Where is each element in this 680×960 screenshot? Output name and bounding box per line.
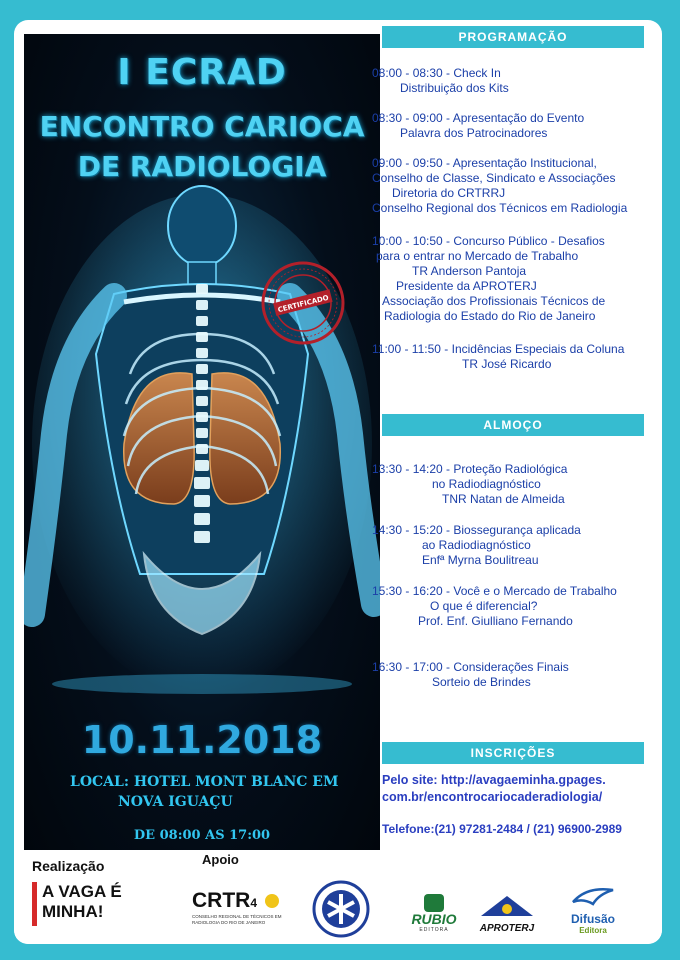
schedule-line: Conselho de Classe, Sindicato e Associações	[372, 171, 616, 185]
schedule-line: 16:30 - 17:00 - Considerações Finais	[372, 660, 569, 674]
schedule-item	[372, 660, 662, 690]
aproterj-logo	[472, 894, 542, 934]
schedule-line: O que é diferencial?	[430, 599, 538, 613]
schedule-item	[372, 342, 662, 372]
avaga-logo	[32, 882, 142, 926]
schedule-line: 09:00 - 09:50 - Apresentação Institucional,	[372, 156, 597, 170]
crtr-logo-text: CRTR	[192, 889, 251, 912]
apoio-label: Apoio	[202, 852, 239, 867]
schedule-line: 11:00 - 11:50 - Incidências Especiais da Coluna	[372, 342, 625, 356]
footer-sponsors	[14, 850, 662, 944]
schedule-line: 13:30 - 14:20 - Proteção Radiológica	[372, 462, 568, 476]
aproterj-emblem-icon	[477, 894, 537, 918]
event-title-line2: ENCONTRO CARIOCA	[39, 110, 365, 143]
aproterj-logo-text: APROTERJ	[479, 923, 535, 934]
crtr-logo-number: 4	[250, 896, 258, 910]
rubio-logo	[404, 894, 464, 933]
schedule-item	[372, 523, 662, 568]
schedule-line: ao Radiodiagnóstico	[422, 538, 531, 552]
schedule-line: Conselho Regional dos Técnicos em Radiologia	[372, 201, 628, 215]
schedule-line: Diretoria do CRTRRJ	[392, 186, 506, 200]
schedule-item	[372, 156, 662, 216]
realizacao-label: Realização	[32, 858, 105, 874]
crtr-logo-sub1: CONSELHO REGIONAL DE TÉCNICOS EM	[192, 914, 282, 919]
schedule-line: no Radiodiagnóstico	[432, 477, 541, 491]
poster-visual-panel	[24, 34, 380, 860]
schedule-line: 14:30 - 15:20 - Biossegurança aplicada	[372, 523, 581, 537]
rubio-logo-sub: EDITORA	[419, 927, 449, 933]
schedule-line: Sorteio de Brindes	[432, 675, 531, 689]
registration-phone: Telefone:(21) 97281-2484 / (21) 96900-2989	[382, 822, 622, 836]
crtr4-logo	[192, 890, 302, 926]
stamp-center-text: CERTIFICADO	[277, 293, 330, 315]
schedule-item	[372, 111, 662, 141]
event-title-line1: I ECRAD	[117, 52, 287, 93]
schedule-item	[372, 234, 662, 324]
difusao-logo	[558, 884, 628, 935]
schedule-line: TR Anderson Pantoja	[412, 264, 527, 278]
avaga-logo-line2: MINHA!	[42, 902, 104, 921]
event-hours: DE 08:00 AS 17:00	[133, 828, 271, 843]
schedule-line: 08:00 - 08:30 - Check In	[372, 66, 501, 80]
medical-seal-icon	[312, 880, 370, 938]
poster-frame	[14, 20, 662, 944]
registration-site-line1[interactable]: Pelo site: http://avagaeminha.gpages.	[382, 773, 606, 787]
schedule-line: Distribuição dos Kits	[400, 81, 509, 95]
event-location	[70, 772, 338, 812]
schedule-line: 15:30 - 16:20 - Você e o Mercado de Trabalho	[372, 584, 617, 598]
program-column	[372, 20, 662, 850]
crtr-logo-sub2: RADIOLOGIA DO RIO DE JANEIRO	[192, 920, 266, 925]
almoco-header: ALMOÇO	[382, 414, 644, 436]
radiation-icon	[265, 894, 279, 908]
event-location-line1: LOCAL: HOTEL MONT BLANC EM	[70, 774, 339, 790]
schedule-line: Enfª Myrna Boulitreau	[422, 553, 539, 567]
certified-stamp-icon	[260, 260, 346, 346]
difusao-logo-sub: Editora	[579, 926, 607, 935]
schedule-line: para o entrar no Mercado de Trabalho	[376, 249, 579, 263]
registration-site-line2[interactable]: com.br/encontrocariocaderadiologia/	[382, 790, 603, 804]
event-location-line2: NOVA IGUAÇU	[118, 794, 233, 810]
schedule-line: 08:30 - 09:00 - Apresentação do Evento	[372, 111, 585, 125]
schedule-line: Presidente da APROTERJ	[396, 279, 537, 293]
schedule-line: TR José Ricardo	[462, 357, 552, 371]
registration-site	[382, 772, 662, 806]
rubio-logo-text: RUBIO	[411, 911, 457, 927]
avaga-logo-line1: A VAGA É	[42, 882, 122, 901]
schedule-line: Prof. Enf. Giulliano Fernando	[418, 614, 573, 628]
inscricoes-header: INSCRIÇÕES	[382, 742, 644, 764]
schedule-item	[372, 462, 662, 507]
schedule-line: 10:00 - 10:50 - Concurso Público - Desafios	[372, 234, 605, 248]
schedule-line: Radiologia do Estado do Rio de Janeiro	[384, 309, 596, 323]
event-title-line3: DE RADIOLOGIA	[77, 150, 327, 183]
schedule-line: Associação dos Profissionais Técnicos de	[382, 294, 606, 308]
event-date: 10.11.2018	[81, 718, 323, 762]
schedule-item	[372, 584, 662, 629]
difusao-logo-text: Difusão	[570, 912, 615, 926]
programacao-header: PROGRAMAÇÃO	[382, 26, 644, 48]
rubio-leaf-icon	[424, 894, 444, 912]
schedule-item	[372, 66, 662, 96]
difusao-bird-icon	[569, 884, 617, 908]
schedule-line: TNR Natan de Almeida	[442, 492, 565, 506]
schedule-line: Palavra dos Patrocinadores	[400, 126, 548, 140]
